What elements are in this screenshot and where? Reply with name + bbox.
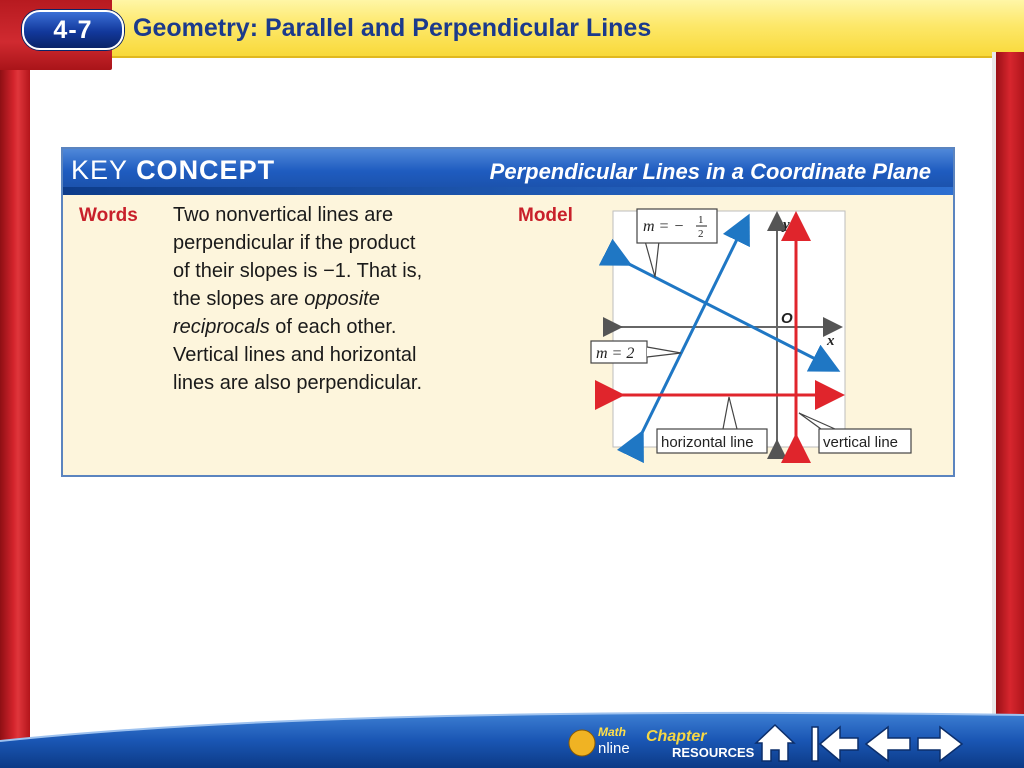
lesson-number: 4-7	[53, 15, 93, 44]
concept-label: CONCEPT	[136, 155, 276, 185]
math-online-top: Math	[598, 725, 626, 739]
slope-label-negative-half: m = −	[643, 218, 685, 235]
key-concept-header-band	[63, 187, 953, 195]
bottom-nav-bar	[0, 705, 1024, 768]
slope-frac-denominator: 2	[698, 228, 704, 240]
words-line: perpendicular if the product	[173, 232, 416, 254]
words-italic: reciprocals	[173, 316, 270, 338]
key-concept-box	[61, 147, 955, 477]
slope-frac-numerator: 1	[698, 214, 704, 226]
words-text: of each other.	[269, 316, 397, 338]
right-frame-edge	[992, 52, 996, 732]
y-axis-label: y	[783, 217, 790, 233]
slope-label-two: m = 2	[596, 345, 635, 362]
math-online-bottom: nline	[598, 740, 630, 757]
words-line	[173, 285, 493, 313]
lesson-number-badge	[22, 10, 124, 50]
page-title: Geometry: Parallel and Perpendicular Lines	[133, 14, 652, 42]
horizontal-line-label: horizontal line	[661, 434, 754, 451]
key-label: KEY	[71, 155, 128, 185]
words-line: Two nonvertical lines are	[173, 204, 394, 226]
model-label: Model	[518, 205, 573, 226]
words-body	[173, 201, 493, 397]
words-italic: opposite	[304, 288, 380, 310]
resources-label: RESOURCES	[672, 745, 755, 760]
origin-label: O	[781, 310, 793, 327]
words-line: lines are also perpendicular.	[173, 372, 423, 394]
words-line: Vertical lines and horizontal	[173, 344, 417, 366]
x-axis-label: x	[827, 333, 835, 349]
chapter-label: Chapter	[646, 728, 707, 745]
words-line: of their slopes is −1. That is,	[173, 260, 423, 282]
vertical-line-label: vertical line	[823, 434, 899, 451]
coordinate-plane-model	[583, 207, 923, 467]
globe-icon	[569, 730, 595, 756]
key-concept-subtitle: Perpendicular Lines in a Coordinate Plane	[489, 159, 931, 184]
right-frame	[996, 52, 1024, 768]
words-line	[173, 313, 493, 341]
key-concept-title	[71, 155, 275, 186]
words-label: Words	[79, 205, 138, 226]
words-text: the slopes are	[173, 288, 305, 310]
left-frame	[0, 0, 30, 768]
